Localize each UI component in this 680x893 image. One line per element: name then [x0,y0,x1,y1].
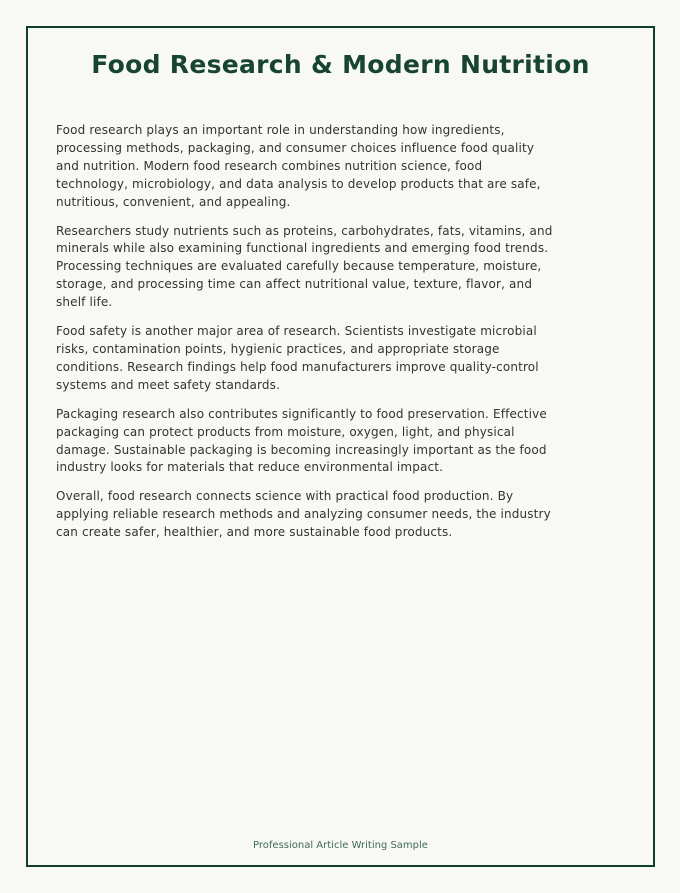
paragraph-conclusion: Overall, food research connects science with practical food production. By applying reliable research methods and analyzing consumer needs, the industry can create safer, healthier, and more sustainable food products. [56,489,551,540]
page-title: Food Research & Modern Nutrition [91,50,590,79]
page-frame [26,26,655,867]
paragraph-packaging: Packaging research also contributes significantly to food preservation. Effective packaging can protect products from moisture, oxygen, light, and physical damage. Sustainable packaging is becoming increasingly important as the food industry looks for materials that reduce environmental impact. [56,406,547,475]
article-body [56,122,556,553]
paragraph-intro: Food research plays an important role in understanding how ingredients, processing methods, packaging, and consumer choices influence food quality and nutrition. Modern food research combines nutrition science, food technology, microbiology, and data analysis to develop products that are safe, nutritious, convenient, and appealing. [56,123,541,209]
paragraph-food-safety: Food safety is another major area of research. Scientists investigate microbial risks, contamination points, hygienic practices, and appropriate storage conditions. Research findings help food manufacturers improve quality-control systems and meet safety standards. [56,324,539,392]
page-footer: Professional Article Writing Sample [253,840,428,851]
paragraph-nutrients: Researchers study nutrients such as proteins, carbohydrates, fats, vitamins, and minerals while also examining functional ingredients and emerging food trends. Processing techniques are evaluated carefully because temperature, moisture, storage, and processing time can affect nutritional value, texture, flavor, and shelf life. [56,223,553,310]
